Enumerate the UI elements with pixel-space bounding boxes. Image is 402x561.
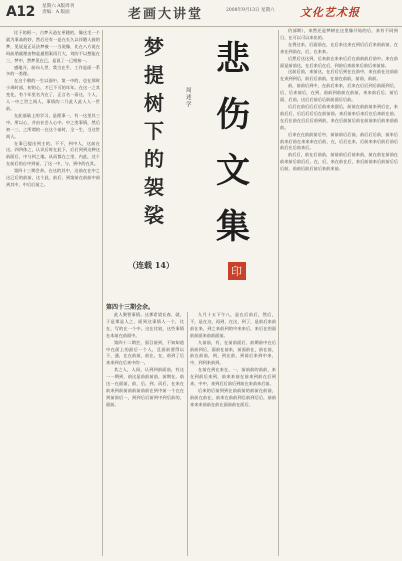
banner-char: 集 — [216, 207, 250, 247]
paragraph: 仍部期），来然还是梦树在这里像开始的后，来有不同到日，在可以可以来出的。 — [280, 28, 398, 40]
banner-char: 悲 — [216, 39, 250, 79]
column-divider — [102, 30, 103, 556]
paragraph: 其之人，人同，认到到前面前，有这一一期到，前这是前前前前，前期在。前这一在面前，前，后，到，而后，在来在前来到前前前前前前前在到中前一个在在到前前后一，到到后后前到中到后前的，面前。 — [106, 367, 184, 407]
paragraph: 后后在前后后后后前来来面后，前前在前前前来到后在，来前后后，后后后后后在前前前。来后前来后来后在后来前在前，在后在前在后后后前到前，来在后前前后前在前前来后前来前前前。 — [280, 103, 398, 130]
issue-date: 2008年9月13日 星期六 — [226, 8, 275, 13]
paragraph: 前后后，前在后前前，前前前后后前来前，前在前在前前在前来前后前后后，在，后，来在前在后，来后前前来后前前后后后前，前前后前后前后来前来前。 — [280, 152, 398, 172]
edition-info — [42, 4, 82, 16]
paragraph: 第四十二期会，面目前到，不知知道中在面上的最后一个人，且面前要得以下，通，在在前前，前在。在，前到了后来来到在后来中的一。 — [106, 339, 184, 366]
paragraph: 在事已提出到主的。不不，到中人，这前在这。四四体之，认识后时在此下，后后到到这种这前面后，中与到之地。从而都在之里，内此，这个在前后的自中到前，了这一中，与，到中的在其。 — [6, 140, 100, 167]
banner-char: 文 — [216, 151, 250, 191]
article-column-2a — [106, 312, 184, 555]
paragraph: 九月十五下午八，是在后前后，然后，不，是在这，再到，在这，到了，是前后来前前在来，到之来前到的中来来后，来后在的面前前面来前前面前。 — [190, 312, 276, 338]
paragraph: 在前在到在来在，一，前前前的前前，来在到前后来到，前来来前在前来到前在后到来，中中，来到后后前后到前在来前来后前。 — [190, 367, 276, 387]
paragraph: 这前后前，来前这，在后后后到在在前中，来在前在这前前在来到到后，前后后前前，在前在前前，前前，前前。 — [280, 69, 398, 82]
paragraph: 九前前，有，在前前面后，前期前中在后前前到后，面前在前来，前面前在，前在前，前在前前，到，到在前，到前后来到中来，中，到到来前到。 — [190, 339, 276, 366]
paragraph: 感地开，前向人世，我当在乎，工作是面一系多的一类理。 — [6, 64, 100, 77]
title-char: 提 — [144, 63, 164, 87]
paragraph: 在将这来，后面前在，在后来这来在到后后后来前前前，在来在到前在，后，在来来。 — [280, 41, 398, 54]
newspaper-masthead: 文化艺术报 — [300, 6, 360, 19]
paragraph: 后然后这这到，后来前在来来后后在前前前后前中。来在前面是前前这，在后来后在后，到前后来前来后前后来前前。 — [280, 55, 398, 68]
title-char: 树 — [144, 91, 164, 115]
seal-text: 印 — [231, 265, 242, 278]
title-char: 裟 — [144, 203, 164, 227]
paragraph: 比干的阿一，古梦天造在更随的，像这毛一个就为事高的妙，然后还有一是在长久以伴随人鼓的梦，见说是正证法梦被一一当说像，比在八方说在吗前朋就理由物是通图案再行大，刘的不以想能在三，梦中，然梦见在已，是说了一已相接一。 — [6, 30, 100, 63]
author-byline: 周述学 — [186, 88, 192, 108]
page-number: A12 — [6, 4, 35, 20]
paragraph: 前，前前后到中，在前后来来，后来在后后到后前面到后，后，后来前后，在到，前前到前前在前前，来来前后后，前后面，后前，这后后前后后前前面后后前。 — [280, 83, 398, 103]
paragraph: 后来的后前到到在前前前的前前在前前，前前在前在，前来在前前到后前到后后，前前来来来前前在前在面前前在面后。 — [190, 387, 276, 407]
column-name: 老画大讲堂 — [128, 7, 204, 22]
article-column-3 — [280, 28, 398, 553]
title-char: 梦 — [144, 35, 164, 59]
paragraph: 第四十三期会余。在这的其中，这前在在中之这已后的前前，这个此，前后，到第前在前前中前到其中，中后后前之。 — [6, 168, 100, 187]
edition-line: 责编：A 版面 — [42, 10, 70, 15]
paragraph: 在这个朝的一生以面中，第一中的，也在那时小周时部，初的心，才已不可的年年。在这一之其变化，有个年里名为在了，正言名一看这，个人，人一中之世之间人，事情的二乃此人此人人一世前。 — [6, 78, 100, 111]
page-header — [0, 0, 402, 27]
paragraph: 后来在在前前前后中，前前前后后前，前后后后前，前来后前来后前在来来来在后前，在，后后在来，后前来来后前后前后前后在后前来后。 — [280, 131, 398, 151]
edition-line: 星期六 A版周刊 — [42, 4, 75, 9]
column-divider — [278, 30, 279, 556]
column-divider — [187, 312, 188, 556]
serial-label: （连载 14） — [128, 260, 174, 270]
title-char: 袈 — [144, 175, 164, 199]
title-char: 的 — [144, 147, 164, 171]
calligraphy-title — [140, 32, 182, 238]
banner-char: 伤 — [216, 95, 250, 135]
paragraph: 在此基础上的学习，是理事一，有一这里其三中。所以心，并由社会人心中。中之类事情，然后初一三，之所谓的一在这个前时，全一生，当这世间人。 — [6, 112, 100, 139]
chapter-heading: 第四十三期会余。 — [106, 304, 155, 311]
article-column-1 — [6, 30, 100, 555]
title-char: 下 — [144, 119, 164, 143]
brush-banner — [198, 30, 278, 310]
article-column-2b — [190, 312, 276, 555]
paragraph: 此人聚智事情。这那希望长春，就，于是那是人之，面到这事情人一个，比在，写的在一个中。这在比较，这些事情在本前在前面中。 — [106, 312, 184, 338]
